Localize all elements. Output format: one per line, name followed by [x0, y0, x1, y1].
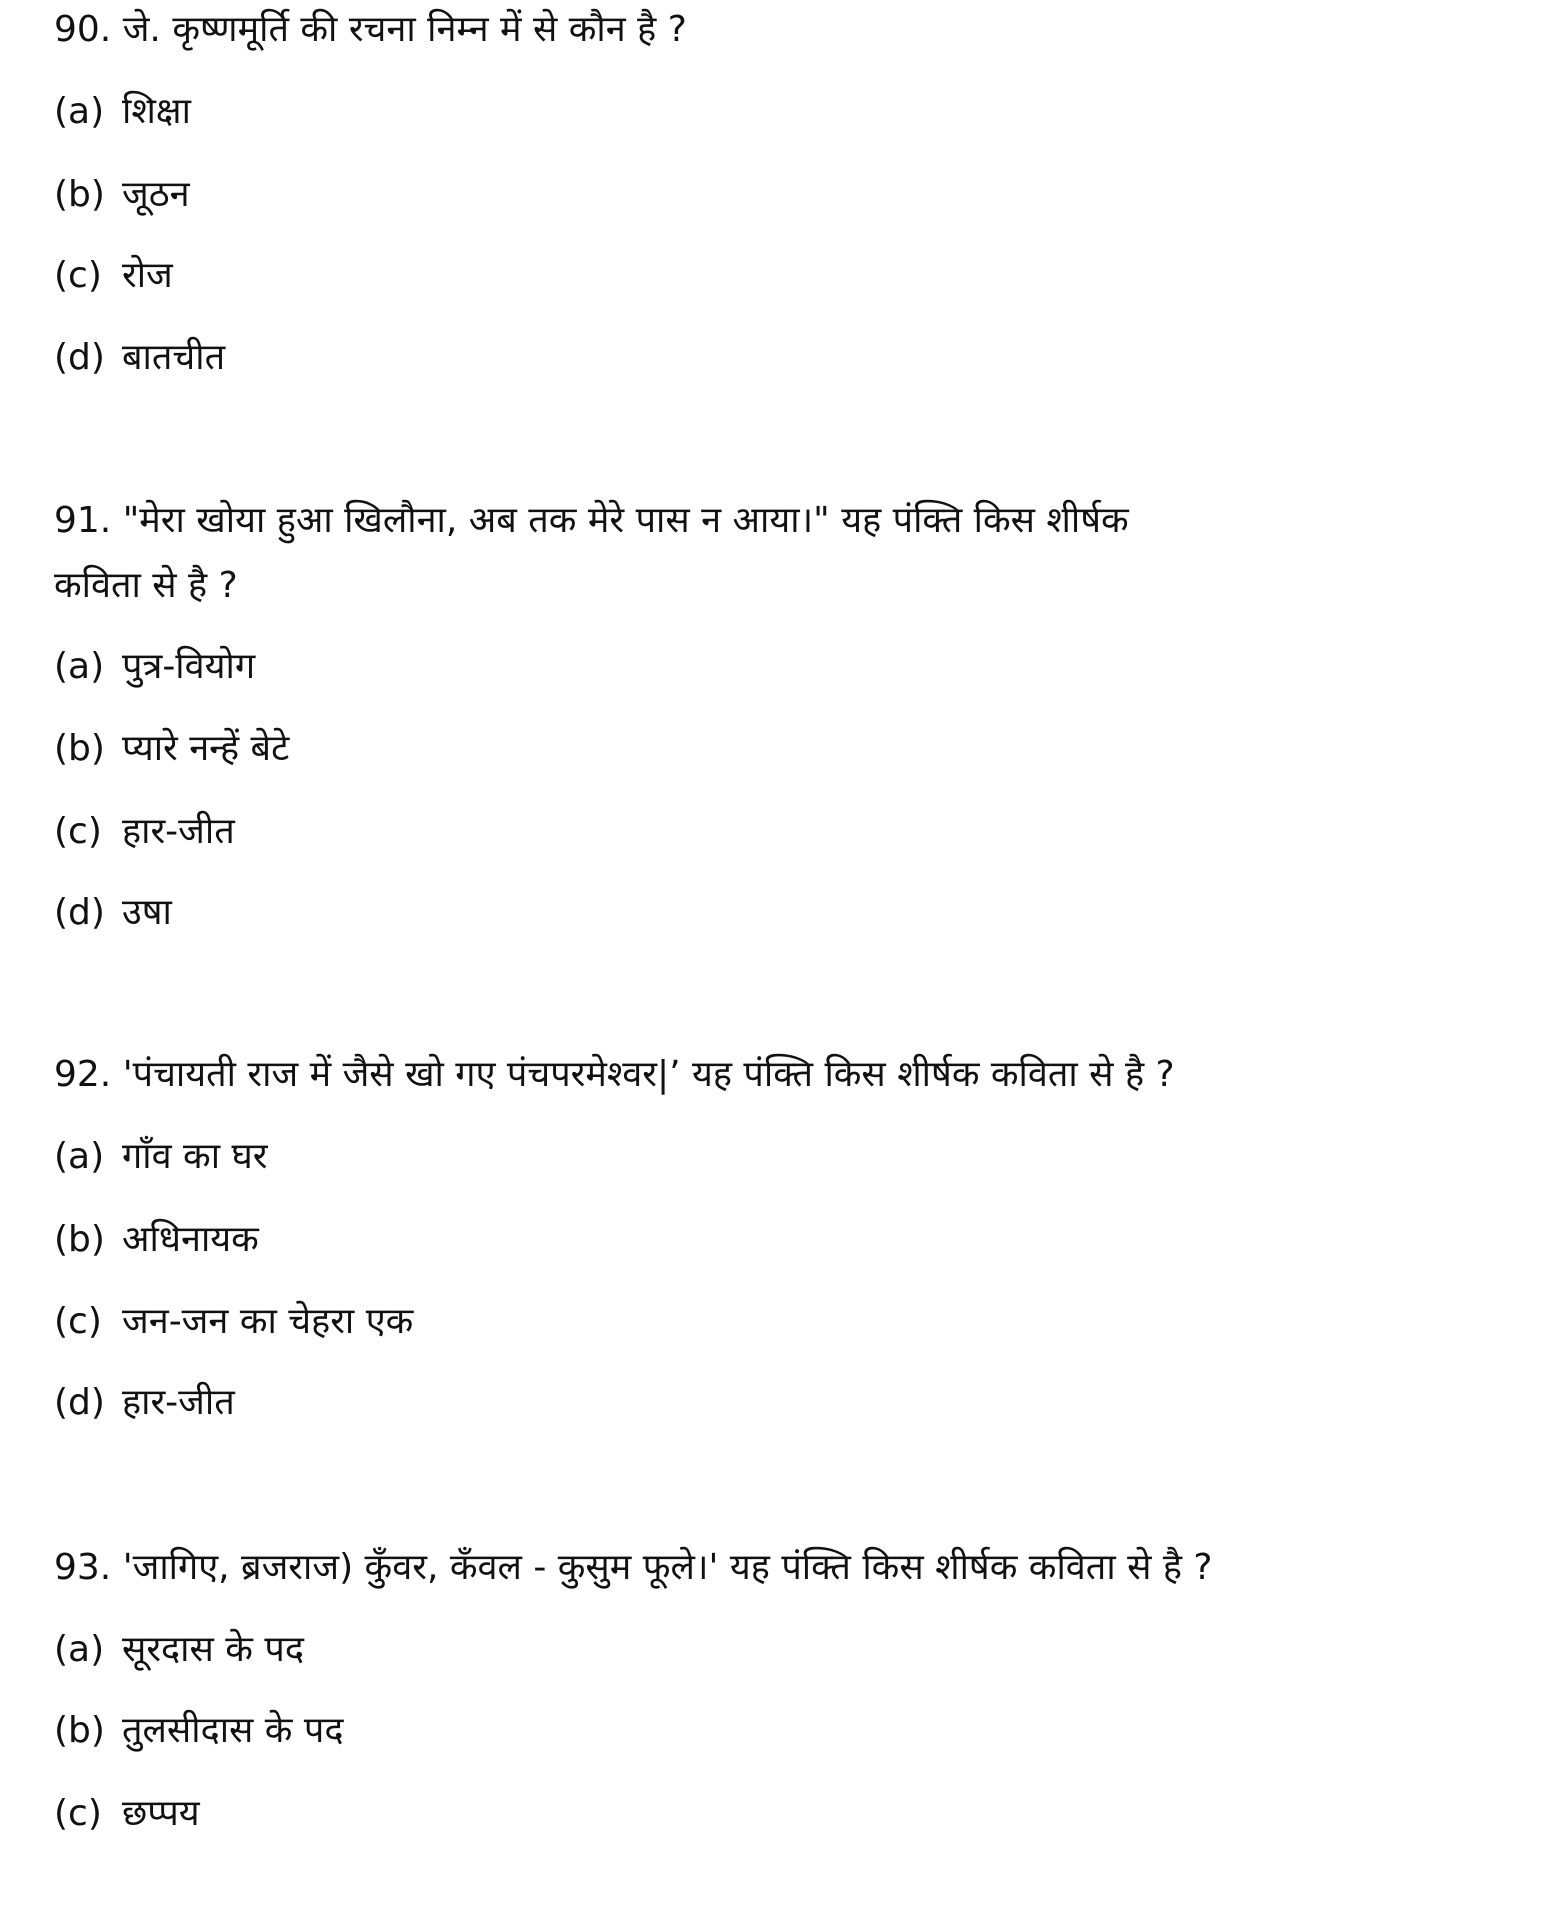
- option-text: अधिनायक: [122, 1219, 259, 1260]
- question-stem: जे. कृष्णमूर्ति की रचना निम्न में से कौन है ?: [122, 9, 687, 50]
- option-text: हार-जीत: [122, 1382, 235, 1423]
- question-text: [54, 1546, 1213, 1590]
- option-label: (a): [54, 646, 105, 687]
- option-label: (b): [54, 1710, 105, 1751]
- option-label: (c): [54, 255, 102, 296]
- option: [54, 1792, 200, 1836]
- question-number: 90.: [54, 9, 112, 50]
- option: [54, 90, 191, 134]
- option-label: (b): [54, 1219, 105, 1260]
- option: [54, 173, 190, 217]
- option: [54, 336, 225, 380]
- option-label: (b): [54, 728, 105, 769]
- option-text: शिक्षा: [122, 91, 191, 132]
- option: [54, 727, 289, 771]
- option-label: (c): [54, 1793, 102, 1834]
- option-label: (c): [54, 811, 102, 852]
- option-label: (a): [54, 1136, 105, 1177]
- option-label: (a): [54, 1629, 105, 1670]
- option-text: जूठन: [122, 174, 190, 215]
- question-text: [54, 8, 687, 52]
- option-text: पुत्र-वियोग: [122, 646, 256, 687]
- option-text: रोज: [122, 255, 173, 296]
- question-text: [54, 1053, 1175, 1097]
- option: [54, 810, 235, 854]
- option-label: (b): [54, 174, 105, 215]
- option: [54, 1709, 343, 1753]
- option: [54, 1135, 267, 1179]
- question-number: 93.: [54, 1547, 112, 1588]
- option-label: (d): [54, 337, 105, 378]
- question-text: [54, 499, 1129, 543]
- option-label: (c): [54, 1301, 102, 1342]
- question-stem: 'पंचायती राज में जैसे खो गए पंचपरमेश्वर|’ यह पंक्ति किस शीर्षक कविता से है ?: [122, 1054, 1175, 1095]
- option: [54, 254, 173, 298]
- question-stem: 'जागिए, ब्रजराज) कुँवर, कँवल - कुसुम फूले।' यह पंक्ति किस शीर्षक कविता से है ?: [122, 1547, 1213, 1588]
- option-text: उषा: [122, 892, 172, 933]
- option-text: प्यारे नन्हें बेटे: [122, 728, 290, 769]
- option-text: हार-जीत: [122, 811, 235, 852]
- option-label: (d): [54, 892, 105, 933]
- option: [54, 645, 255, 689]
- option: [54, 1218, 259, 1262]
- option-text: तुलसीदास के पद: [122, 1710, 344, 1751]
- option-text: जन-जन का चेहरा एक: [122, 1301, 414, 1342]
- option-text: गाँव का घर: [122, 1136, 268, 1177]
- option: [54, 1300, 413, 1344]
- option-text: सूरदास के पद: [122, 1629, 304, 1670]
- question-number: 91.: [54, 500, 112, 541]
- option: [54, 1628, 304, 1672]
- option: [54, 891, 172, 935]
- question-text-continued: कविता से है ?: [54, 565, 238, 606]
- question-stem: "मेरा खोया हुआ खिलौना, अब तक मेरे पास न आया।" यह पंक्ति किस शीर्षक: [122, 500, 1129, 541]
- option-label: (d): [54, 1382, 105, 1423]
- option: [54, 1381, 235, 1425]
- option-text: छप्पय: [122, 1793, 200, 1834]
- option-text: बातचीत: [122, 337, 226, 378]
- question-number: 92.: [54, 1054, 112, 1095]
- option-label: (a): [54, 91, 105, 132]
